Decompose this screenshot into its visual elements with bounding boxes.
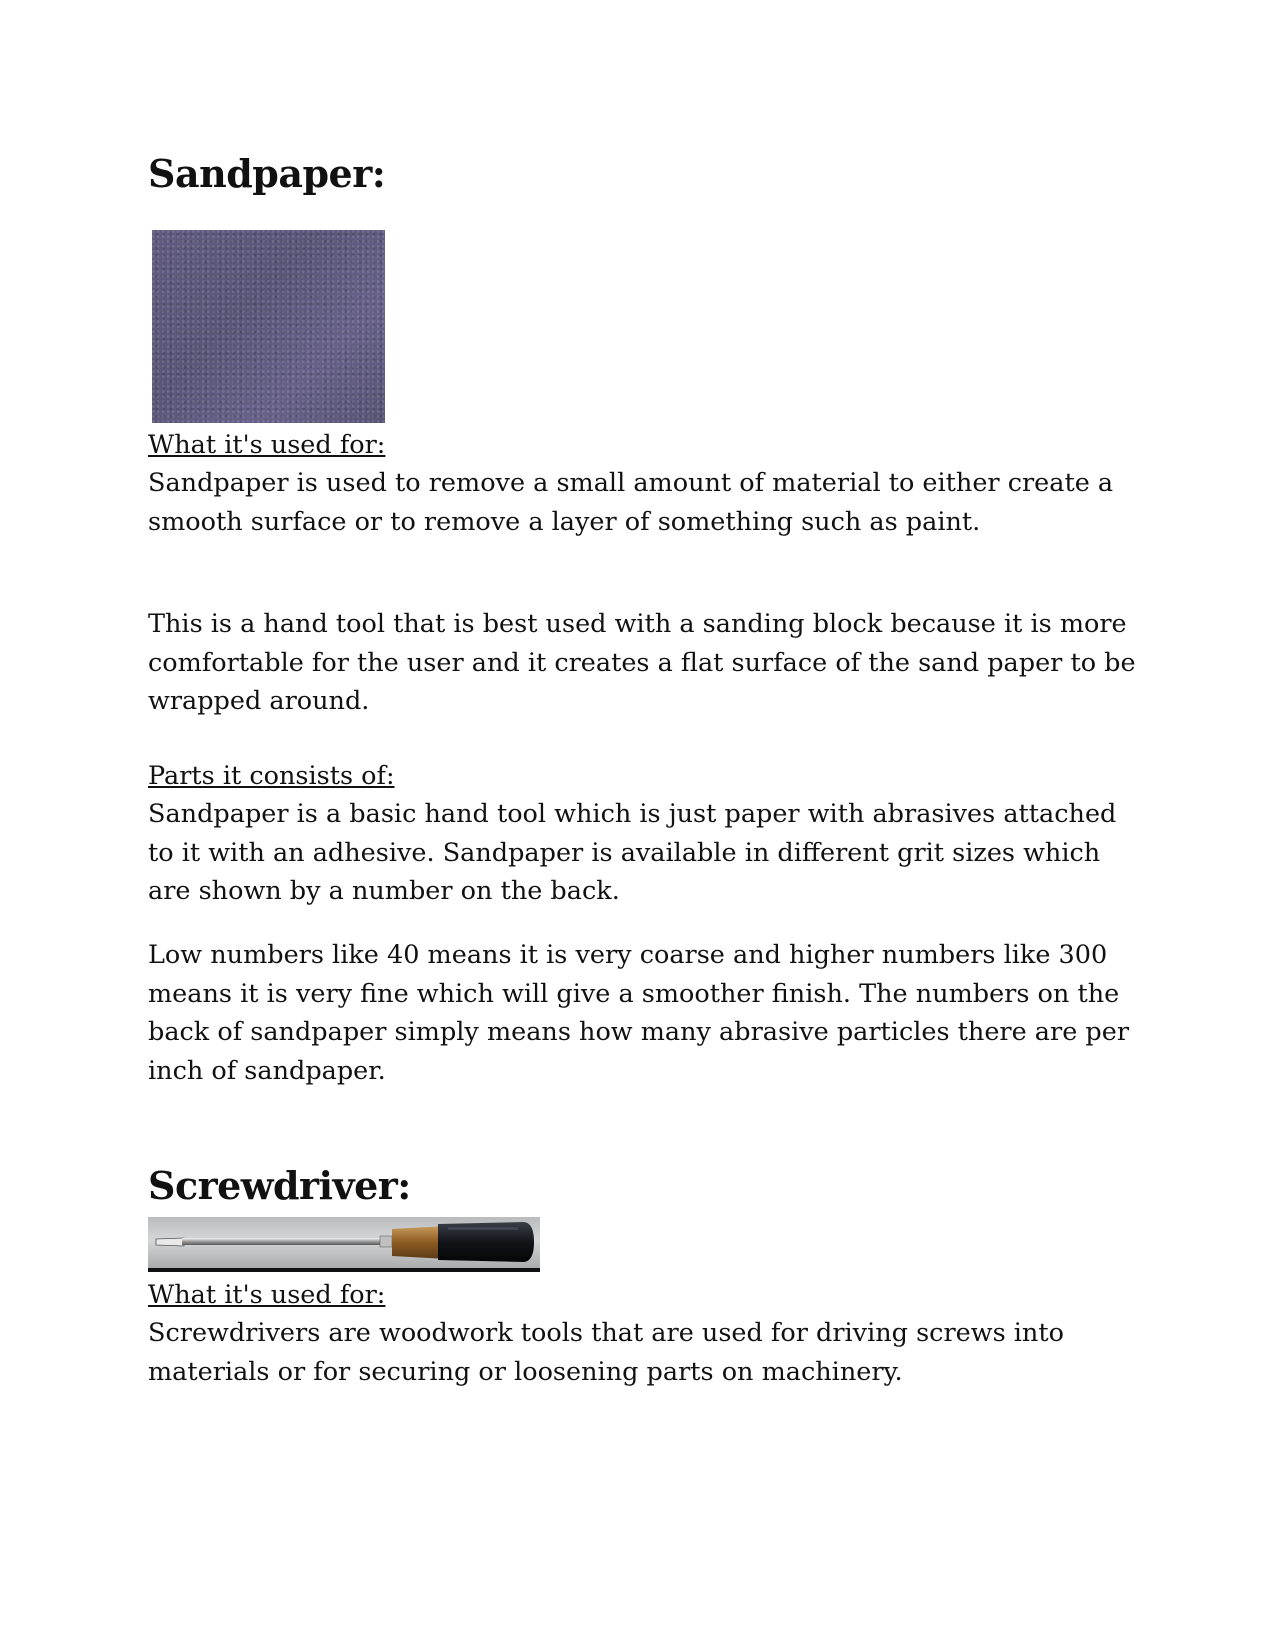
- sandpaper-parts-paragraph-1: Sandpaper is a basic hand tool which is just paper with abrasives attached to it with an adhesive. Sandpaper is available in different grit sizes which are shown by a number on the back.: [148, 799, 1117, 907]
- screwdriver-used-for-paragraph-1: Screwdrivers are woodwork tools that are used for driving screws into materials or for securing or loosening parts on machinery.: [148, 1318, 1064, 1387]
- sandpaper-parts-paragraph-2: Low numbers like 40 means it is very coarse and higher numbers like 300 means it is very fine which will give a smoother finish. The numbers on the back of sandpaper simply means how many abrasive particles there are per inch of sandpaper.: [148, 940, 1130, 1086]
- sandpaper-used-for-paragraph-2: This is a hand tool that is best used with a sanding block because it is more comfortable for the user and it creates a flat surface of the sand paper to be wrapped around.: [148, 609, 1136, 717]
- sandpaper-photo-icon: [152, 230, 385, 423]
- screwdriver-used-for-label: What it's used for:: [148, 1280, 386, 1310]
- screwdriver-heading: Screwdriver:: [148, 1163, 411, 1208]
- sandpaper-used-for-label: What it's used for:: [148, 430, 386, 460]
- sandpaper-parts-label: Parts it consists of:: [148, 761, 395, 791]
- sandpaper-heading: Sandpaper:: [148, 151, 386, 196]
- screwdriver-photo-icon: [148, 1217, 540, 1272]
- screwdriver-icon: [148, 1217, 540, 1268]
- sandpaper-used-for-paragraph-1: Sandpaper is used to remove a small amount of material to either create a smooth surface or to remove a layer of something such as paint.: [148, 468, 1114, 537]
